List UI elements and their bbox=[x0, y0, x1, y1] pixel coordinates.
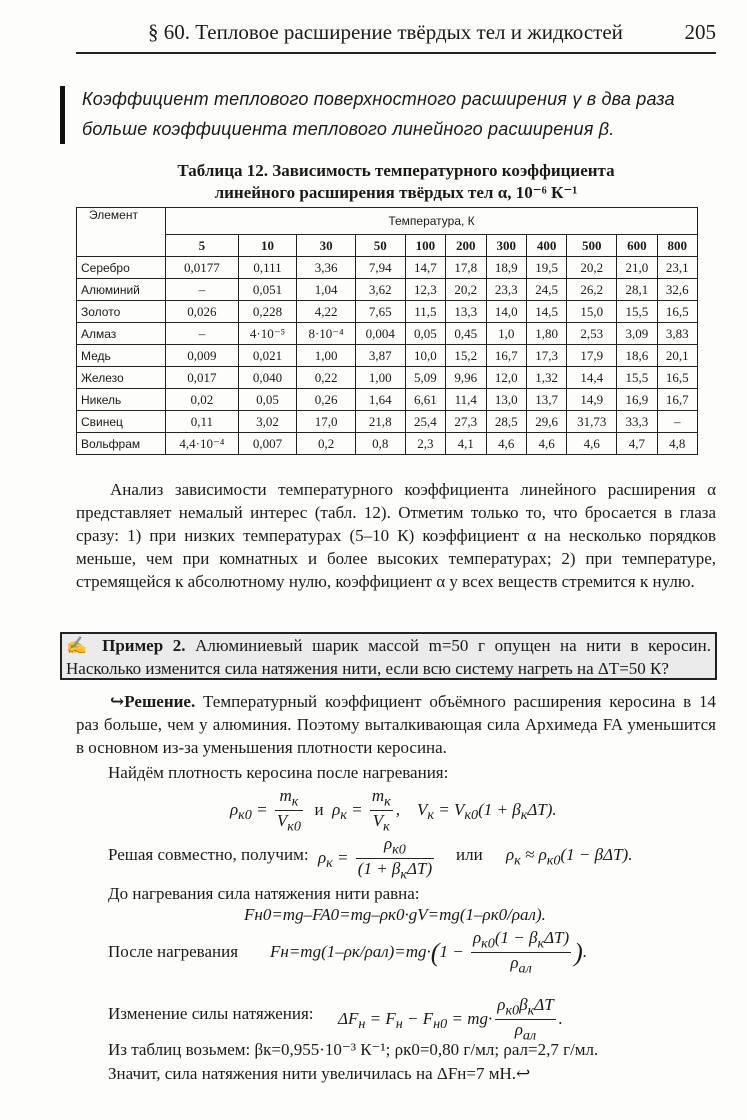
element-column-header: Элемент bbox=[77, 208, 166, 257]
after-heating-label: После нагревания bbox=[108, 942, 239, 961]
value-cell: 24,5 bbox=[526, 279, 566, 301]
value-cell: 0,05 bbox=[405, 323, 445, 345]
expansion-coefficient-table bbox=[76, 207, 698, 455]
value-cell: 1,0 bbox=[486, 323, 526, 345]
value-cell: 3,09 bbox=[617, 323, 657, 345]
value-cell: 18,6 bbox=[617, 345, 657, 367]
solution-text: Температурный коэффициент объёмного расширения керосина в 14 раз больше, чем у алюминия. Поэтому выталкивающая сила Архимеда FA уменьшится в основном из-за уменьшения плотности керосина. bbox=[76, 692, 716, 757]
value-cell: 3,62 bbox=[355, 279, 405, 301]
or-label: или bbox=[456, 845, 483, 864]
value-cell: 0,02 bbox=[166, 389, 239, 411]
density-approx-formula: $\rho_к \approx \rho_{к0}(1 - \beta\Delta T)$. bbox=[506, 845, 633, 869]
value-cell: 4,7 bbox=[617, 433, 657, 455]
value-cell: 0,8 bbox=[355, 433, 405, 455]
temperature-header-cell: 10 bbox=[238, 235, 297, 257]
value-cell: 3,87 bbox=[355, 345, 405, 367]
table-row bbox=[77, 433, 698, 455]
value-cell: 13,7 bbox=[526, 389, 566, 411]
value-cell: 0,111 bbox=[238, 257, 297, 279]
value-cell: 14,7 bbox=[405, 257, 445, 279]
value-cell: 4,6 bbox=[486, 433, 526, 455]
table-row bbox=[77, 367, 698, 389]
value-cell: 0,026 bbox=[166, 301, 239, 323]
value-cell: 14,9 bbox=[567, 389, 617, 411]
value-cell: 1,80 bbox=[526, 323, 566, 345]
element-name-cell: Серебро bbox=[77, 257, 166, 279]
value-cell: 16,5 bbox=[657, 301, 697, 323]
element-name-cell: Алмаз bbox=[77, 323, 166, 345]
before-heating-label: До нагревания сила натяжения нити равна: bbox=[108, 884, 420, 903]
header-rule bbox=[76, 52, 716, 54]
solution-paragraph bbox=[76, 690, 716, 759]
value-cell: 3,02 bbox=[238, 411, 297, 433]
table-row bbox=[77, 279, 698, 301]
value-cell: 4·10⁻⁵ bbox=[238, 323, 297, 345]
element-name-cell: Вольфрам bbox=[77, 433, 166, 455]
temperature-header-cell: 300 bbox=[486, 235, 526, 257]
value-cell: 0,2 bbox=[297, 433, 356, 455]
value-cell: 23,3 bbox=[486, 279, 526, 301]
value-cell: 15,2 bbox=[446, 345, 486, 367]
value-cell: – bbox=[166, 323, 239, 345]
value-cell: 1,04 bbox=[297, 279, 356, 301]
value-cell: 0,040 bbox=[238, 367, 297, 389]
value-cell: 14,4 bbox=[567, 367, 617, 389]
value-cell: 8·10⁻⁴ bbox=[297, 323, 356, 345]
value-cell: 5,09 bbox=[405, 367, 445, 389]
element-name-cell: Железо bbox=[77, 367, 166, 389]
value-cell: 0,021 bbox=[238, 345, 297, 367]
table-row bbox=[77, 411, 698, 433]
example-box bbox=[60, 632, 717, 680]
table-row bbox=[77, 301, 698, 323]
solve-together-label: Решая совместно, получим: bbox=[108, 845, 309, 864]
value-cell: 0,007 bbox=[238, 433, 297, 455]
solution-label: ↪Решение. bbox=[110, 692, 196, 711]
table-row bbox=[77, 389, 698, 411]
value-cell: 3,36 bbox=[297, 257, 356, 279]
conclusion-line: Значит, сила натяжения нити увеличилась на ΔFн=7 мН.↩ bbox=[108, 1064, 531, 1083]
value-cell: 17,9 bbox=[567, 345, 617, 367]
temperature-header-cell: 500 bbox=[567, 235, 617, 257]
element-name-cell: Никель bbox=[77, 389, 166, 411]
value-cell: 20,1 bbox=[657, 345, 697, 367]
density-formula: $\rho_{к0}$ = $\frac{m_к}{V_{к0}}$ и $\rho_к$ = $\frac{m_к}{V_к}$ , $V_к = V_{к0}(1 + \beta_к\Delta T)$. bbox=[230, 786, 557, 835]
element-name-cell: Алюминий bbox=[77, 279, 166, 301]
value-cell: 28,1 bbox=[617, 279, 657, 301]
value-cell: 16,7 bbox=[486, 345, 526, 367]
value-cell: – bbox=[166, 279, 239, 301]
value-cell: 0,26 bbox=[297, 389, 356, 411]
value-cell: 1,32 bbox=[526, 367, 566, 389]
change-label: Изменение силы натяжения: bbox=[108, 1004, 314, 1023]
value-cell: 4,22 bbox=[297, 301, 356, 323]
value-cell: 19,5 bbox=[526, 257, 566, 279]
value-cell: 4,4·10⁻⁴ bbox=[166, 433, 239, 455]
value-cell: 0,11 bbox=[166, 411, 239, 433]
temperature-column-header: Температура, К bbox=[166, 208, 698, 235]
value-cell: 6,61 bbox=[405, 389, 445, 411]
table-caption-line1: Таблица 12. Зависимость температурного коэффициента bbox=[177, 161, 615, 180]
value-cell: 15,5 bbox=[617, 367, 657, 389]
value-cell: 0,0177 bbox=[166, 257, 239, 279]
section-title: § 60. Тепловое расширение твёрдых тел и жидкостей bbox=[148, 20, 623, 44]
value-cell: – bbox=[657, 411, 697, 433]
table-row bbox=[77, 257, 698, 279]
value-cell: 29,6 bbox=[526, 411, 566, 433]
value-cell: 1,64 bbox=[355, 389, 405, 411]
temperature-header-cell: 200 bbox=[446, 235, 486, 257]
value-cell: 0,05 bbox=[238, 389, 297, 411]
value-cell: 0,22 bbox=[297, 367, 356, 389]
value-cell: 15,0 bbox=[567, 301, 617, 323]
value-cell: 27,3 bbox=[446, 411, 486, 433]
value-cell: 0,228 bbox=[238, 301, 297, 323]
value-cell: 10,0 bbox=[405, 345, 445, 367]
value-cell: 2,3 bbox=[405, 433, 445, 455]
example-label: ✍ Пример 2. bbox=[66, 636, 186, 655]
element-name-cell: Золото bbox=[77, 301, 166, 323]
value-cell: 33,3 bbox=[617, 411, 657, 433]
value-cell: 16,9 bbox=[617, 389, 657, 411]
value-cell: 1,00 bbox=[297, 345, 356, 367]
value-cell: 31,73 bbox=[567, 411, 617, 433]
value-cell: 17,8 bbox=[446, 257, 486, 279]
temperature-header-cell: 30 bbox=[297, 235, 356, 257]
value-cell: 20,2 bbox=[567, 257, 617, 279]
density-intro: Найдём плотность керосина после нагревания: bbox=[108, 763, 449, 782]
rule-marker-bar bbox=[60, 86, 65, 144]
value-cell: 21,8 bbox=[355, 411, 405, 433]
before-heating-formula: Fн0=mg–FA0=mg–ρк0·gV=mg(1–ρк0/ρал). bbox=[244, 905, 546, 924]
value-cell: 20,2 bbox=[446, 279, 486, 301]
value-cell: 21,0 bbox=[617, 257, 657, 279]
value-cell: 12,3 bbox=[405, 279, 445, 301]
table-row bbox=[77, 323, 698, 345]
value-cell: 14,5 bbox=[526, 301, 566, 323]
value-cell: 13,3 bbox=[446, 301, 486, 323]
value-cell: 0,004 bbox=[355, 323, 405, 345]
value-cell: 25,4 bbox=[405, 411, 445, 433]
value-cell: 0,45 bbox=[446, 323, 486, 345]
value-cell: 2,53 bbox=[567, 323, 617, 345]
value-cell: 9,96 bbox=[446, 367, 486, 389]
value-cell: 0,009 bbox=[166, 345, 239, 367]
value-cell: 17,3 bbox=[526, 345, 566, 367]
value-cell: 7,94 bbox=[355, 257, 405, 279]
value-cell: 4,8 bbox=[657, 433, 697, 455]
analysis-paragraph: Анализ зависимости температурного коэффициента линейного расширения α представляет немалый интерес (табл. 12). Отметим только то, что бросается в глаза сразу: 1) при низких температурах (5–10 К) коэффициент α на несколько порядков меньше, чем при комнатных и более высоких температурах; 2) при температуре, стремящейся к абсолютному нулю, коэффициент α у всех веществ стремится к нулю. bbox=[76, 480, 716, 591]
value-cell: 1,00 bbox=[355, 367, 405, 389]
value-cell: 4,6 bbox=[526, 433, 566, 455]
value-cell: 18,9 bbox=[486, 257, 526, 279]
value-cell: 3,83 bbox=[657, 323, 697, 345]
value-cell: 4,1 bbox=[446, 433, 486, 455]
value-cell: 0,051 bbox=[238, 279, 297, 301]
table-values-line: Из таблиц возьмем: βк=0,955·10⁻³ К⁻¹; ρк0=0,80 г/мл; ρал=2,7 г/мл. bbox=[108, 1040, 599, 1059]
page-header bbox=[76, 20, 716, 50]
temperature-header-cell: 600 bbox=[617, 235, 657, 257]
value-cell: 7,65 bbox=[355, 301, 405, 323]
temperature-header-cell: 5 bbox=[166, 235, 239, 257]
value-cell: 11,5 bbox=[405, 301, 445, 323]
element-name-cell: Медь bbox=[77, 345, 166, 367]
rule-text: Коэффициент теплового поверхностного расширения γ в два раза больше коэффициента теплового линейного расширения β. bbox=[82, 89, 675, 139]
density-result-formula: $\rho_к$ = $\frac{\rho_{к0}}{(1 + \beta_к\Delta T)}$ bbox=[318, 834, 433, 883]
value-cell: 16,7 bbox=[657, 389, 697, 411]
value-cell: 4,6 bbox=[567, 433, 617, 455]
temperature-header-cell: 800 bbox=[657, 235, 697, 257]
value-cell: 16,5 bbox=[657, 367, 697, 389]
temperature-header-cell: 400 bbox=[526, 235, 566, 257]
value-cell: 17,0 bbox=[297, 411, 356, 433]
value-cell: 14,0 bbox=[486, 301, 526, 323]
value-cell: 11,4 bbox=[446, 389, 486, 411]
value-cell: 12,0 bbox=[486, 367, 526, 389]
table-caption bbox=[76, 160, 716, 204]
after-heating-formula-prefix: Fн=mg(1–ρк/ρал)=mg· bbox=[270, 941, 431, 961]
example-text: Алюминиевый шарик массой m=50 г опущен на нити в керосин. Насколько изменится сила натяжения нити, если всю систему нагреть на ΔT=50 К? bbox=[66, 636, 711, 678]
value-cell: 28,5 bbox=[486, 411, 526, 433]
temperature-header-cell: 100 bbox=[405, 235, 445, 257]
table-body bbox=[77, 257, 698, 455]
value-cell: 0,017 bbox=[166, 367, 239, 389]
value-cell: 32,6 bbox=[657, 279, 697, 301]
value-cell: 23,1 bbox=[657, 257, 697, 279]
table-caption-line2: линейного расширения твёрдых тел α, 10⁻⁶ К⁻¹ bbox=[214, 183, 578, 202]
table-row bbox=[77, 345, 698, 367]
value-cell: 13,0 bbox=[486, 389, 526, 411]
after-heating-formula: Fн=mg(1–ρк/ρал)=mg·(1 − $\frac{\rho_{к0}(1 - \beta_к\Delta T)}{\rho_{ал}}$ ). bbox=[270, 928, 588, 977]
element-name-cell: Свинец bbox=[77, 411, 166, 433]
temperature-row bbox=[77, 235, 698, 257]
change-formula: $\Delta F_н = F_н - F_{н0} = mg\cdot$ $\frac{\rho_{к0}\beta_к\Delta T}{\rho_{ал}}$ . bbox=[338, 995, 563, 1044]
page-number: 205 bbox=[684, 20, 716, 44]
value-cell: 15,5 bbox=[617, 301, 657, 323]
value-cell: 26,2 bbox=[567, 279, 617, 301]
temperature-header-cell: 50 bbox=[355, 235, 405, 257]
